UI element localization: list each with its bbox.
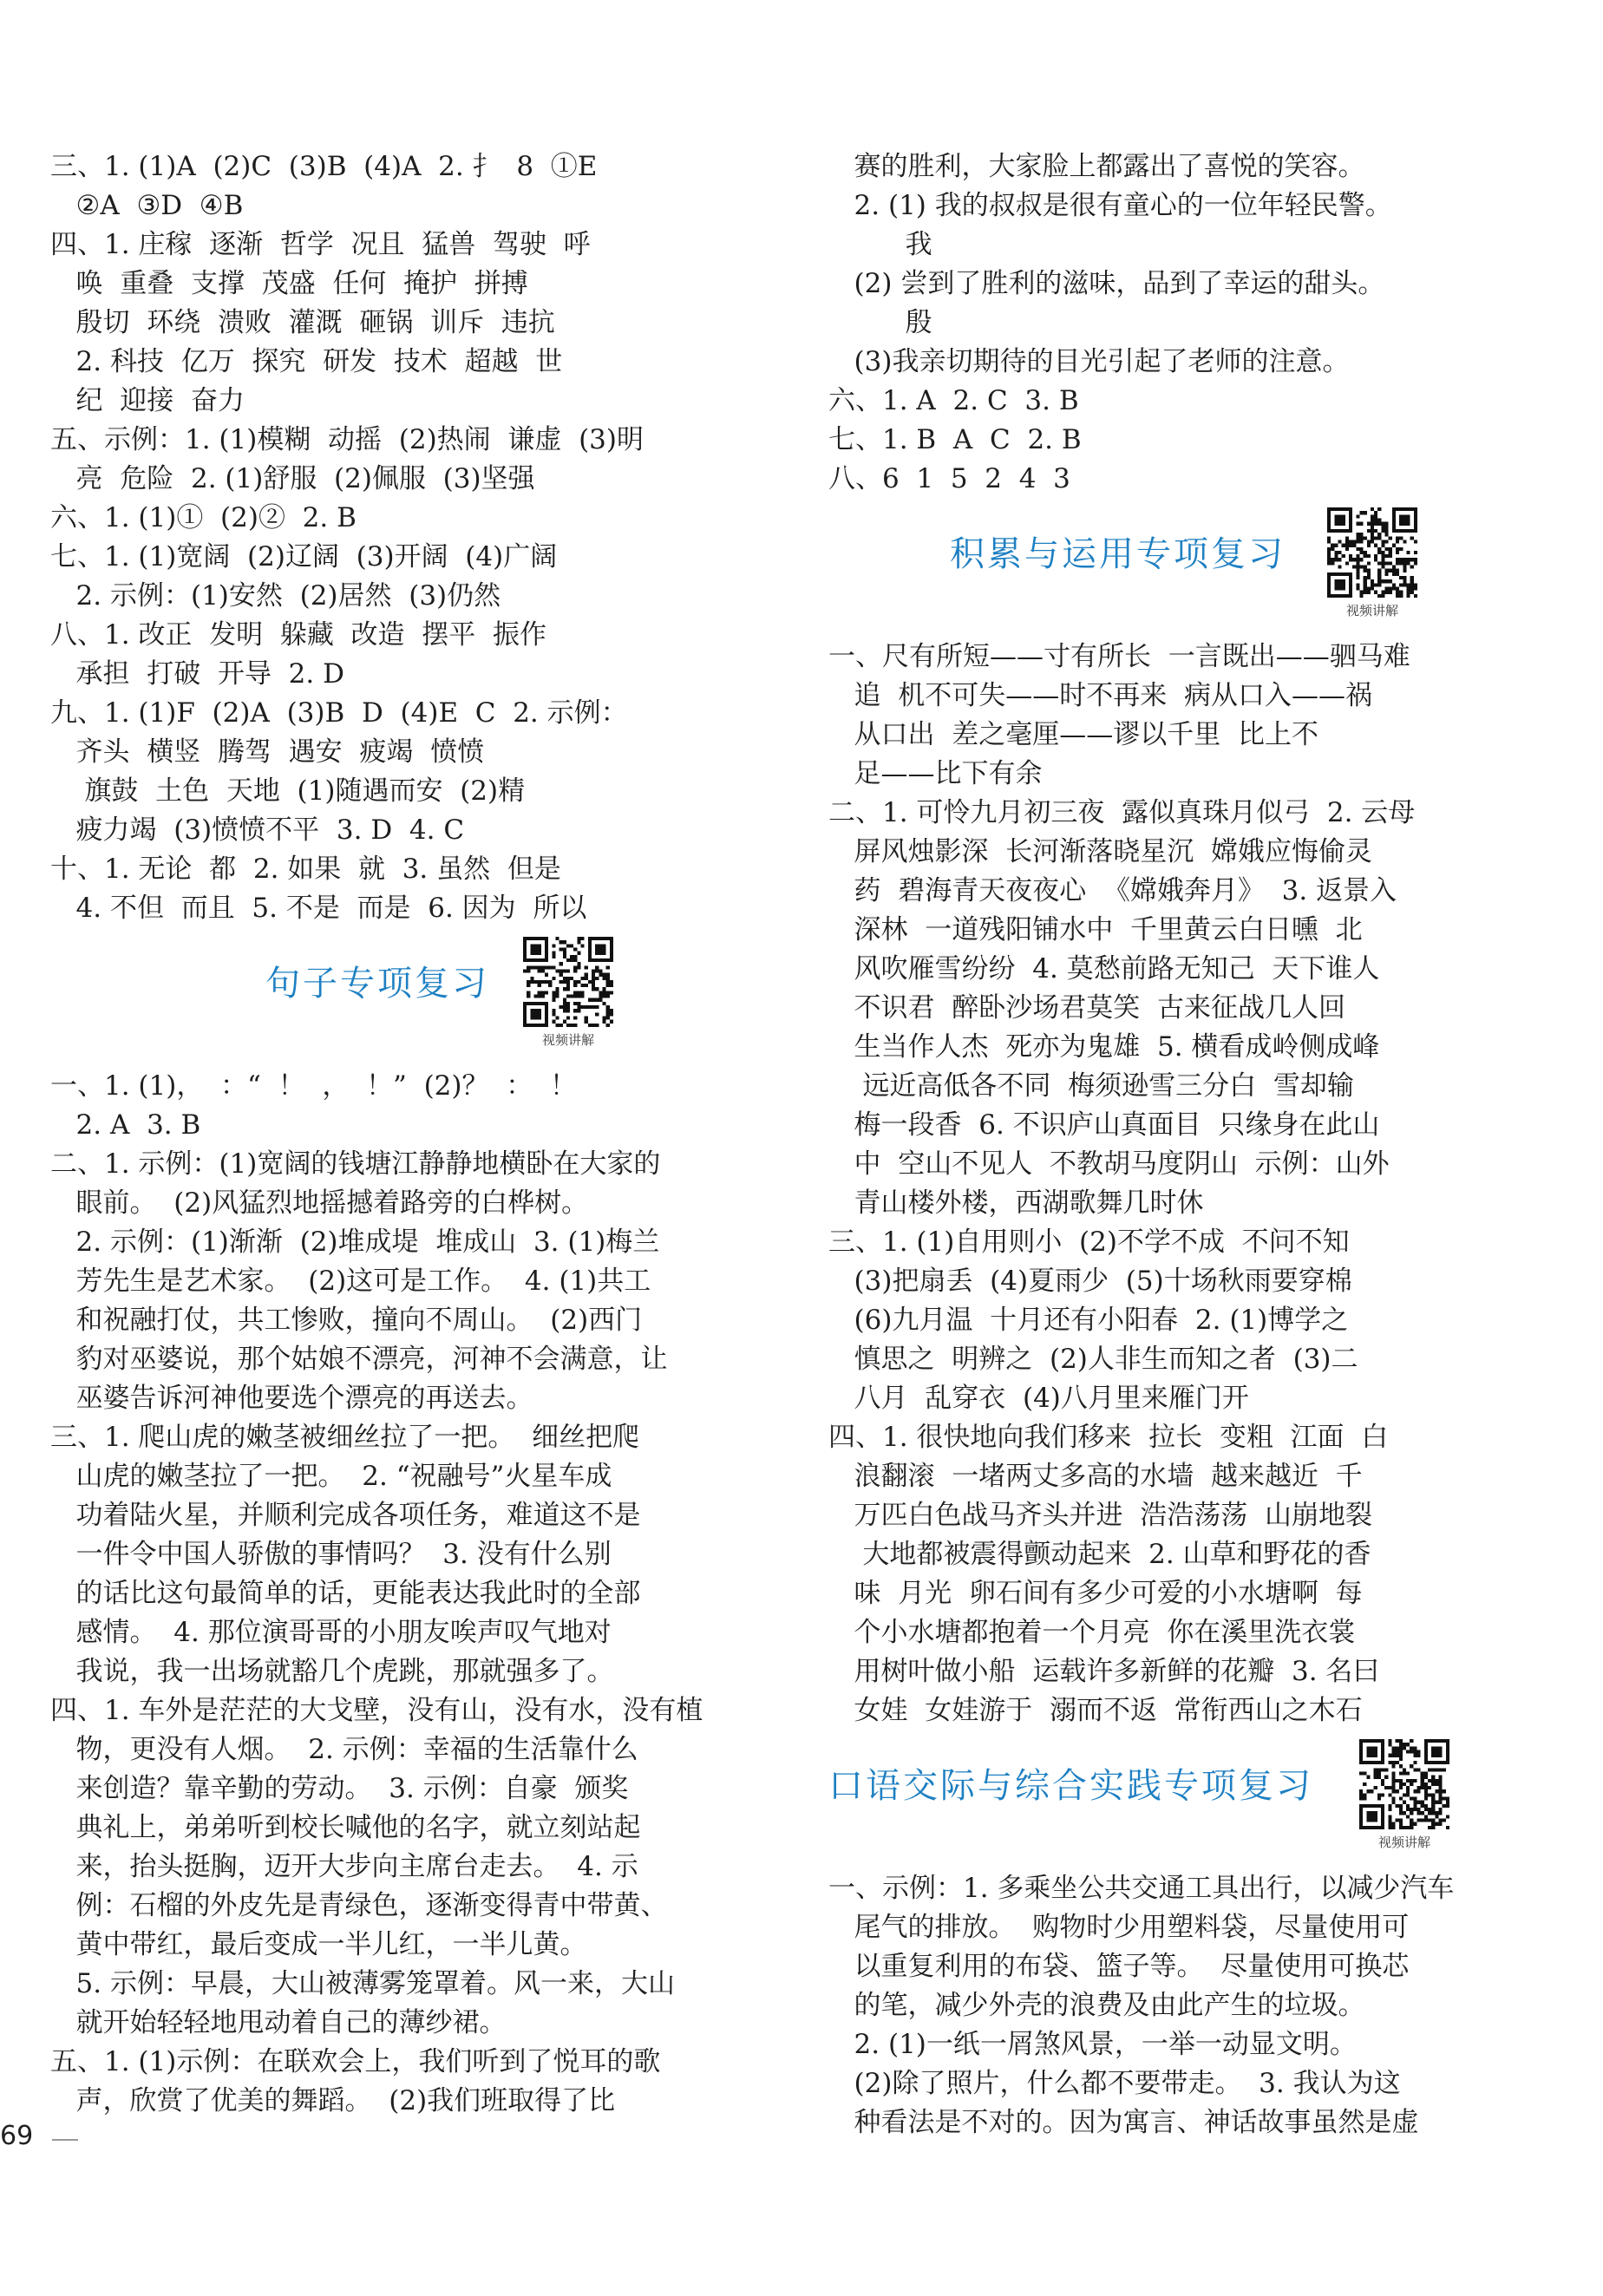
section-header-oral (828, 1739, 1470, 1859)
answer-line: 我说，我一出场就豁几个虎跳，那就强多了。 (50, 1656, 614, 1687)
answer-line: 感情。 4. 那位演哥哥的小朋友唉声叹气地对 (50, 1617, 612, 1648)
section-title: 句子专项复习 (265, 964, 489, 1004)
answer-line: 五、示例：1. (1)模糊 动摇 (2)热闹 谦虚 (3)明 (50, 424, 644, 455)
answer-line: 追 机不可失——时不再来 病从口入——祸 (828, 680, 1372, 711)
answer-line: 殷切 环绕 溃败 灌溉 砸锅 训斥 违抗 (50, 307, 555, 338)
answer-line: 唤 重叠 支撑 茂盛 任何 掩护 拼搏 (50, 268, 528, 299)
answer-line: (2) 尝到了胜利的滋味，品到了幸运的甜头。 (828, 268, 1385, 299)
answer-line: 不识君 醉卧沙场君莫笑 古来征战几人回 (828, 992, 1345, 1024)
section-title: 积累与运用专项复习 (950, 534, 1286, 574)
answer-line: 尾气的排放。 购物时少用塑料袋，尽量使用可 (828, 1912, 1410, 1943)
answer-line: 黄中带红，最后变成一半儿红，一半儿黄。 (50, 1929, 587, 1960)
answer-line: (6)九月温 十月还有小阳春 2. (1)博学之 (828, 1305, 1349, 1336)
left-column (50, 147, 727, 2121)
answer-line: 2. 示例：(1)安然 (2)居然 (3)仍然 (50, 580, 501, 612)
answer-line: 2. (1) 我的叔叔是很有童心的一位年轻民警。 (828, 190, 1392, 221)
answer-line: 女娃 女娃游于 溺而不返 常衔西山之木石 (828, 1695, 1363, 1726)
answer-block-sentences (50, 1067, 727, 2121)
answer-block-oral (828, 1869, 1470, 2142)
answer-line: 一、尺有所短——寸有所长 一言既出——驷马难 (828, 641, 1410, 672)
answer-line: 中 空山不见人 不教胡马度阴山 示例：山外 (828, 1148, 1390, 1180)
answer-line: 例：石榴的外皮先是青绿色，逐渐变得青中带黄、 (50, 1890, 668, 1921)
answer-line: 一、示例：1. 多乘坐公共交通工具出行，以减少汽车 (828, 1873, 1455, 1904)
answer-line: 二、1. 可怜九月初三夜 露似真珠月似弓 2. 云母 (828, 797, 1416, 828)
answer-line: 来创造？靠辛勤的劳动。 3. 示例：自豪 颁奖 (50, 1773, 629, 1804)
answer-line: 豹对巫婆说，那个姑娘不漂亮，河神不会满意，让 (50, 1344, 668, 1375)
qr-code-icon (1359, 1739, 1449, 1829)
answer-line: 四、1. 很快地向我们移来 拉长 变粗 江面 白 (828, 1422, 1389, 1453)
answer-line: 5. 示例：早晨，大山被薄雾笼罩着。风一来，大山 (50, 1968, 675, 1999)
answer-line: 用树叶做小船 运载许多新鲜的花瓣 3. 名曰 (828, 1656, 1380, 1687)
answer-line: 屏风烛影深 长河渐落晓星沉 嫦娥应悔偷灵 (828, 836, 1372, 867)
answer-line: 旗鼓 土色 天地 (1)随遇而安 (2)精 (50, 775, 526, 807)
answer-line: 青山楼外楼，西湖歌舞几时休 (828, 1187, 1204, 1219)
answer-line: 梅一段香 6. 不识庐山真面目 只缘身在此山 (828, 1109, 1380, 1141)
right-column (828, 147, 1470, 2142)
answer-line: 疲力竭 (3)愤愤不平 3. D 4. C (50, 814, 465, 846)
answer-line: (3)我亲切期待的目光引起了老师的注意。 (828, 346, 1350, 377)
answer-line: 2. 科技 亿万 探究 研发 技术 超越 世 (50, 346, 563, 377)
answer-line: 五、1. (1)示例：在联欢会上，我们听到了悦耳的歌 (50, 2046, 661, 2077)
page-number-rule (52, 2139, 78, 2141)
answer-line: 八月 乱穿衣 (4)八月里来雁门开 (828, 1383, 1249, 1414)
answer-line: (3)把扇丢 (4)夏雨少 (5)十场秋雨要穿棉 (828, 1266, 1352, 1297)
answer-line: 就开始轻轻地甩动着自己的薄纱裙。 (50, 2007, 507, 2038)
section-header-accumulation (828, 507, 1470, 627)
answer-line: 一件令中国人骄傲的事情吗？ 3. 没有什么别 (50, 1539, 612, 1570)
answer-line: 味 月光 卵石间有多少可爱的小水塘啊 每 (828, 1578, 1363, 1609)
answer-line: 个小水塘都抱着一个月亮 你在溪里洗衣裳 (828, 1617, 1356, 1648)
answer-line: 生当作人杰 死亦为鬼雄 5. 横看成岭侧成峰 (828, 1031, 1380, 1063)
answer-line: ②A ③D ④B (50, 190, 244, 221)
qr-caption: 视频讲解 (1377, 1835, 1430, 1850)
answer-line: 物，更没有人烟。 2. 示例：幸福的生活靠什么 (50, 1734, 638, 1765)
answer-line: 纪 迎接 奋力 (50, 385, 245, 416)
qr-caption: 视频讲解 (541, 1032, 594, 1048)
qr-caption: 视频讲解 (1345, 603, 1398, 618)
answer-line: 四、1. 庄稼 逐渐 哲学 况且 猛兽 驾驶 呼 (50, 229, 591, 260)
answer-line: 巫婆告诉河神他要选个漂亮的再送去。 (50, 1383, 533, 1414)
answer-line: 深林 一道残阳铺水中 千里黄云白日曛 北 (828, 914, 1363, 945)
answer-line: (2)除了照片，什么都不要带走。 3. 我认为这 (828, 2068, 1401, 2099)
answer-line: 药 碧海青天夜夜心 《嫦娥奔月》 3. 返景入 (828, 875, 1397, 906)
page-number: 69 (0, 2121, 34, 2151)
answer-line: 典礼上，弟弟听到校长喊他的名字，就立刻站起 (50, 1812, 641, 1843)
answer-line: 三、1. (1)A (2)C (3)B (4)A 2. 扌 8 ①E (50, 151, 598, 182)
answer-line: 远近高低各不同 梅须逊雪三分白 雪却输 (828, 1070, 1354, 1102)
answer-line: 万匹白色战马齐头并进 浩浩荡荡 山崩地裂 (828, 1500, 1372, 1531)
answer-line: 和祝融打仗，共工惨败，撞向不周山。 (2)西门 (50, 1305, 643, 1336)
answer-line: 足——比下有余 (828, 758, 1043, 789)
answer-line: 一、1. (1)， ：“ ！ ， ！” (2)？ ： ！ (50, 1070, 577, 1102)
answer-line: 九、1. (1)F (2)A (3)B D (4)E C 2. 示例： (50, 697, 628, 729)
answer-line: 我 (828, 229, 932, 260)
answer-line: 七、1. B A C 2. B (828, 424, 1082, 455)
answer-line: 六、1. (1)① (2)② 2. B (50, 502, 357, 533)
answer-line: 风吹雁雪纷纷 4. 莫愁前路无知己 天下谁人 (828, 953, 1380, 984)
answer-line: 2. 示例：(1)渐渐 (2)堆成堤 堆成山 3. (1)梅兰 (50, 1226, 660, 1258)
answer-block-accumulation (828, 638, 1470, 1730)
answer-line: 四、1. 车外是茫茫的大戈壁，没有山，没有水，没有植 (50, 1695, 703, 1726)
section-header-sentences (50, 937, 727, 1056)
answer-line: 赛的胜利，大家脸上都露出了喜悦的笑容。 (828, 151, 1365, 182)
answer-line: 的笔，减少外壳的浪费及由此产生的垃圾。 (828, 1990, 1365, 2021)
answer-line: 声，欣赏了优美的舞蹈。 (2)我们班取得了比 (50, 2085, 616, 2116)
answer-line: 慎思之 明辨之 (2)人非生而知之者 (3)二 (828, 1344, 1358, 1375)
answer-line: 三、1. 爬山虎的嫩茎被细丝拉了一把。 细丝把爬 (50, 1422, 640, 1453)
answer-line: 承担 打破 开导 2. D (50, 658, 344, 690)
qr-code-icon (1327, 507, 1417, 598)
answer-line: 山虎的嫩茎拉了一把。 2. “祝融号”火星车成 (50, 1461, 612, 1492)
answer-line: 的话比这句最简单的话，更能表达我此时的全部 (50, 1578, 641, 1609)
answer-line: 六、1. A 2. C 3. B (828, 385, 1079, 416)
answer-block-top-right (828, 147, 1470, 499)
answer-line: 三、1. (1)自用则小 (2)不学不成 不问不知 (828, 1226, 1350, 1258)
answer-line: 功着陆火星，并顺利完成各项任务，难道这不是 (50, 1500, 641, 1531)
answer-line: 2. (1)一纸一屑煞风景，一举一动显文明。 (828, 2029, 1357, 2060)
answer-line: 芳先生是艺术家。 (2)这可是工作。 4. (1)共工 (50, 1266, 651, 1297)
answer-line: 十、1. 无论 都 2. 如果 就 3. 虽然 但是 (50, 854, 561, 885)
answer-line: 2. A 3. B (50, 1109, 201, 1141)
answer-line: 浪翻滚 一堵两丈多高的水墙 越来越近 千 (828, 1461, 1363, 1492)
answer-line: 亮 危险 2. (1)舒服 (2)佩服 (3)坚强 (50, 463, 535, 494)
answer-line: 来，抬头挺胸，迈开大步向主席台走去。 4. 示 (50, 1851, 638, 1882)
answer-line: 大地都被震得颤动起来 2. 山草和野花的香 (828, 1539, 1371, 1570)
answer-line: 七、1. (1)宽阔 (2)辽阔 (3)开阔 (4)广阔 (50, 541, 558, 572)
answer-line: 以重复利用的布袋、篮子等。 尽量使用可换芯 (828, 1951, 1410, 1982)
answer-line: 4. 不但 而且 5. 不是 而是 6. 因为 所以 (50, 893, 587, 924)
section-title: 口语交际与综合实践专项复习 (828, 1766, 1313, 1806)
answer-line: 眼前。 (2)风猛烈地摇撼着路旁的白桦树。 (50, 1187, 589, 1219)
answer-line: 种看法是不对的。因为寓言、神话故事虽然是虚 (828, 2107, 1419, 2138)
answer-line: 二、1. 示例：(1)宽阔的钱塘江静静地横卧在大家的 (50, 1148, 661, 1180)
answer-line: 齐头 横竖 腾驾 遇安 疲竭 愤愤 (50, 736, 485, 768)
answer-line: 殷 (828, 307, 932, 338)
answer-block-top-left (50, 147, 727, 928)
answer-line: 从口出 差之毫厘——谬以千里 比上不 (828, 719, 1318, 750)
answer-line: 八、1. 改正 发明 躲藏 改造 摆平 振作 (50, 619, 546, 651)
answer-line: 八、6 1 5 2 4 3 (828, 463, 1070, 494)
qr-code-icon (523, 937, 613, 1027)
